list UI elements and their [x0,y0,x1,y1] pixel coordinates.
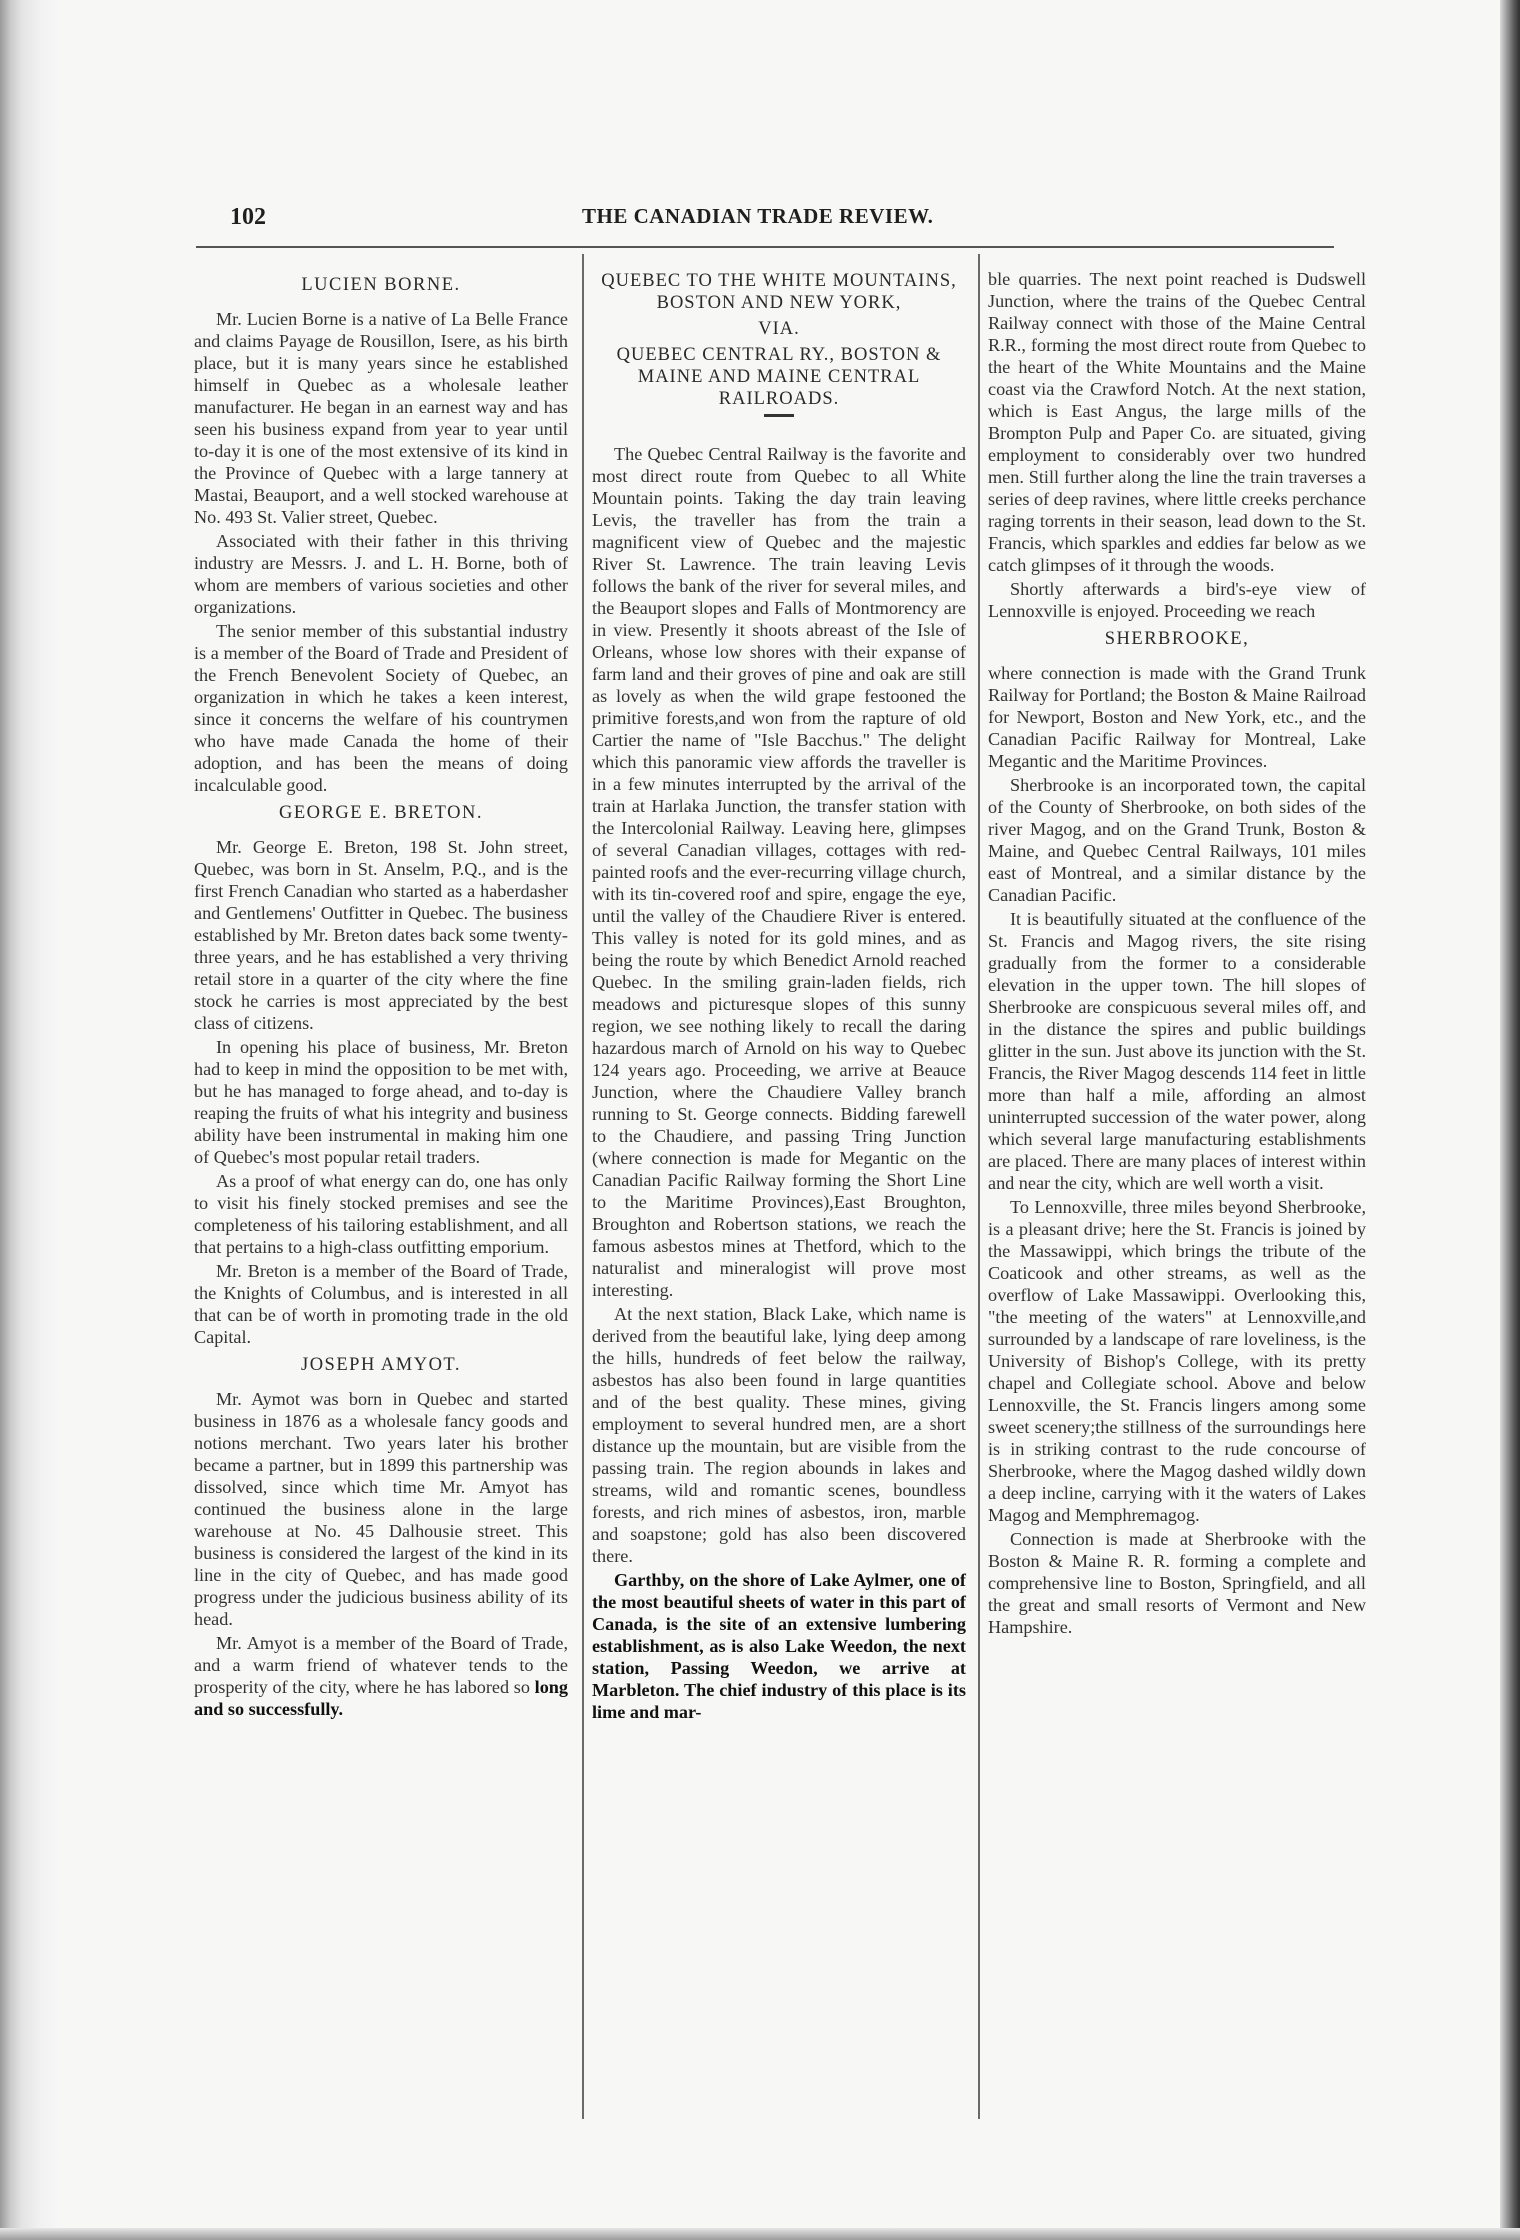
paragraph: Shortly afterwards a bird's-eye view of Lennoxville is enjoyed. Proceeding we reach [988,579,1366,621]
paragraph-text: Mr. Amyot is a member of the Board of Trade, and a warm friend of whatever tends to the prosperity of the city, where he has labored so [194,1633,568,1697]
paragraph: As a proof of what energy can do, one has only to visit his finely stocked premises and see the completeness of his tailoring establishment, and all that pertains to a high-class outfitting emporium. [194,1171,568,1257]
paragraph: Sherbrooke is an incorporated town, the capital of the County of Sherbrooke, on both sides of the river Magog, and on the Grand Trunk, Boston & Maine, and Quebec Central Railways, 101 miles east of Montreal, and a similar distance by the Canadian Pacific. [988,775,1366,905]
header-rule [196,246,1334,248]
paragraph: Mr. Breton is a member of the Board of Trade, the Knights of Columbus, and is interested in all that can be of worth in promoting trade in the old Capital. [194,1261,568,1347]
column-1 [194,268,568,1722]
article-title-via: VIA. [758,319,800,339]
article-heading-lucien-borne: LUCIEN BORNE. [301,275,461,295]
paragraph: Associated with their father in this thriving industry are Messrs. J. and L. H. Borne, both of whom are members of various societies and other organizations. [194,531,568,617]
article-title: QUEBEC TO THE WHITE MOUNTAINS, BOSTON AND NEW YORK, [601,271,957,313]
paragraph [194,1632,568,1720]
paragraph: where connection is made with the Grand Trunk Railway for Portland; the Boston & Maine Railroad for Newport, Boston and New York, etc., and the Canadian Pacific Railway for Montreal, Lake Megantic and the Maritime Provinces. [988,663,1366,771]
book-spine-shadow [0,0,60,2240]
paragraph: In opening his place of business, Mr. Breton had to keep in mind the opposition to be met with, but he has managed to forge ahead, and to-day is reaping the fruits of what his integrity and business ability have been instrumental in making him one of Quebec's most popular retail traders. [194,1037,568,1167]
column-divider-2 [978,254,980,2119]
paragraph: Garthby, on the shore of Lake Aylmer, one of the most beautiful sheets of water in this part of Canada, is the site of an extensive lumbering establishment, as is also Lake Weedon, the next station, Passing Weedon, we arrive at Marbleton. The chief industry of this place is its lime and mar- [592,1570,966,1722]
paragraph: The senior member of this substantial industry is a member of the Board of Trade and President of the French Benevolent Society of Quebec, an organization in which he takes a keen interest, since it concerns the welfare of his countrymen who have made Canada the home of their adoption, and has been the means of doing incalculable good. [194,621,568,795]
paragraph: It is beautifully situated at the confluence of the St. Francis and Magog rivers, the site rising gradually from the former to a considerable elevation in the upper town. The hill slopes of Sherbrooke are conspicuous several miles off, and in the distance the spires and public buildings glitter in the sun. Just above its junction with the St. Francis, the River Magog descends 114 feet in little more than half a mile, affording an almost uninterrupted succession of the water power, along which several large manufacturing establishments are placed. There are many places of interest within and near the city, which are well worth a visit. [988,909,1366,1193]
running-title: THE CANADIAN TRADE REVIEW. [582,204,934,228]
paragraph: To Lennoxville, three miles beyond Sherbrooke, is a pleasant drive; here the St. Francis is joined by the Massawippi, which brings the tribute of the Coaticook and other streams, as well as the overflow of Lake Massawippi. Overlooking this, "the meeting of the waters" at Lennoxville,and surrounded by a landscape of rare loveliness, is the University of Bishop's College, with its pretty chapel and Collegiate school. Above and below Lennoxville, the St. Francis lingers among some sweet scenery;the stillness of the surroundings here is in striking contrast to the rude concourse of Sherbrooke, where the Magog dashed wildly down a deep incline, carrying with it the waters of Lakes Magog and Memphremagog. [988,1197,1366,1525]
title-dash [764,414,794,417]
paragraph: The Quebec Central Railway is the favorite and most direct route from Quebec to all White Mountain points. Taking the day train leaving Levis, the traveller has from the train a magnificent view of Quebec and the majestic River St. Lawrence. The train leaving Levis follows the bank of the river for several miles, and the Beauport slopes and Falls of Montmorency are in view. Presently it shoots abreast of the Isle of Orleans, whose low shores with their expanse of farm land and their groves of pine and oak are still as lovely as when the wild grape festooned the primitive forests,and won from the rapture of old Cartier the name of "Isle Bacchus." The delight which this panoramic view affords the traveller is in a few minutes interrupted by the arrival of the train at Harlaka Junction, the transfer station with the Intercolonial Railway. Leaving here, glimpses of several Canadian villages, cottages with red-painted roofs and the ever-recurring village church, with its tin-covered roof and spire, engage the eye, until the valley of the Chaudiere River is entered. This valley is noted for its gold mines, and as being the route by which Benedict Arnold reached Quebec. In the smiling grain-laden fields, rich meadows and picturesque slopes of this sunny region, we see nothing likely to recall the daring hazardous march of Arnold on his way to Quebec 124 years ago. Proceeding, we arrive at Beauce Junction, where the Chaudiere Valley branch running to St. George connects. Bidding farewell to the Chaudiere, and passing Tring Junction (where connection is made for Megantic on the Canadian Pacific Railway forming the Short Line to the Maritime Provinces),East Broughton, Broughton and Robertson stations, we reach the famous asbestos mines at Thetford, which to the naturalist and mineralogist will prove most interesting. [592,444,966,1300]
column-3 [988,268,1366,1640]
page-header [230,200,1328,244]
column-2 [592,268,966,1725]
paragraph-end: long and so successfully. [194,1677,568,1719]
paragraph: Mr. Lucien Borne is a native of La Belle France and claims Payage de Rousillon, Isere, as his birth place, but it is many years since he established himself in Quebec as a wholesale leather manufacturer. He began in an earnest way and has seen his business expand from year to year until to-day it is one of the most extensive of its kind in the Province of Quebec with a large tannery at Mastai, Beauport, and a well stocked warehouse at No. 493 St. Valier street, Quebec. [194,309,568,527]
paragraph: Mr. George E. Breton, 198 St. John street, Quebec, was born in St. Anselm, P.Q., and is the first French Canadian who started as a haberdasher and Gentlemens' Outfitter in Quebec. The business established by Mr. Breton dates back some twenty-three years, and he has established a very thriving retail store in a quarter of the city where the fine stock he carries is most appreciated by the best class of citizens. [194,837,568,1033]
paragraph: Connection is made at Sherbrooke with the Boston & Maine R. R. forming a complete and comprehensive line to Boston, Springfield, and all the great and small resorts of Vermont and New Hampshire. [988,1529,1366,1637]
article-heading-joseph-amyot: JOSEPH AMYOT. [301,1355,461,1375]
article-heading-george-breton: GEORGE E. BRETON. [279,803,483,823]
page-number: 102 [230,204,266,230]
paragraph: ble quarries. The next point reached is Dudswell Junction, where the trains of the Quebec Central Railway connect with those of the Maine Central R.R., forming the most direct route from Quebec to the heart of the White Mountains and the Maine coast via the Crawford Notch. At the next station, which is East Angus, the large mills of the Brompton Pulp and Paper Co. are situated, giving employment to considerably over two hundred men. Still further along the line the train traverses a series of deep ravines, where little creeks perchance raging torrents in their season, lead down to the St. Francis, which sparkles and eddies far below as we catch glimpses of it through the woods. [988,269,1366,575]
page-edge-right [1500,0,1520,2240]
page-edge-bottom [0,2228,1520,2240]
section-heading-sherbrooke: SHERBROOKE, [1104,629,1250,649]
column-divider-1 [582,254,584,2119]
paragraph: At the next station, Black Lake, which name is derived from the beautiful lake, lying deep among the hills, hundreds of feet below the railway, asbestos has also been found in large quantities and of the best quality. These mines, giving employment to several hundred men, are a short distance up the mountain, but are visible from the passing train. The region abounds in lakes and streams, wild and romantic scenes, boundless forests, and rich mines of asbestos, iron, marble and soapstone; gold has also been discovered there. [592,1304,966,1566]
article-subtitle: QUEBEC CENTRAL RY., BOSTON & MAINE AND MAINE CENTRAL RAILROADS. [616,345,942,409]
paragraph: Mr. Aymot was born in Quebec and started business in 1876 as a wholesale fancy goods and notions merchant. Two years later his brother became a partner, but in 1899 this partnership was dissolved, since which time Mr. Amyot has continued the business alone in the large warehouse at No. 45 Dalhousie street. This business is considered the largest of the kind in its line in the city of Quebec, and has made good progress under the judicious business ability of its head. [194,1389,568,1629]
